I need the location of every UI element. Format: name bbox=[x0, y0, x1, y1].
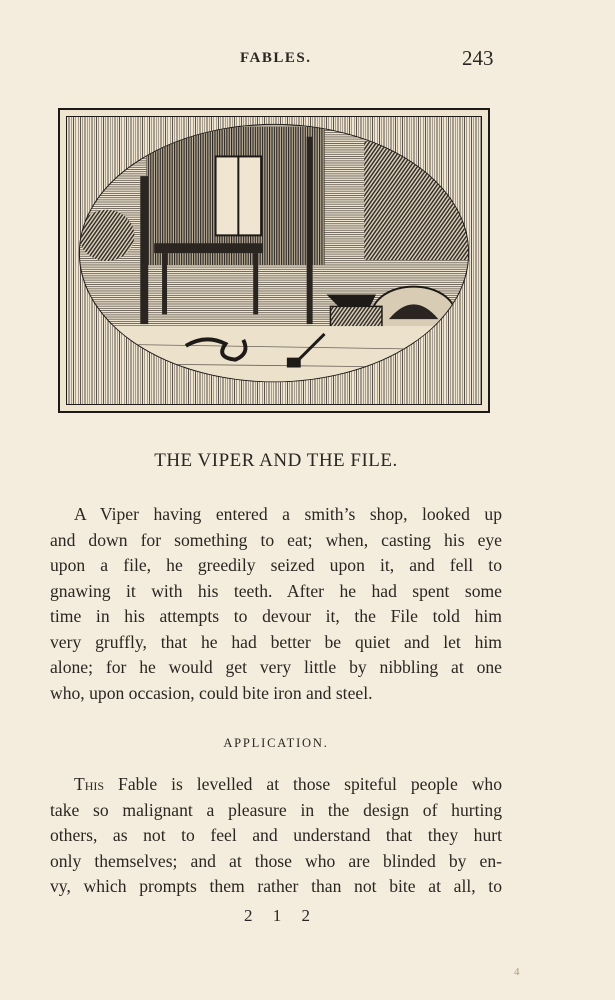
engraving-illustration bbox=[66, 116, 482, 405]
fable-text bbox=[50, 502, 502, 706]
running-head bbox=[0, 46, 615, 70]
fable-line: A Viper having entered a smith’s shop, looked up bbox=[74, 504, 502, 524]
fable-title: THE VIPER AND THE FILE. bbox=[154, 450, 398, 471]
fable-line: very gruffly, that he had better be quiet and let him bbox=[50, 631, 502, 652]
marginal-mark: 4 bbox=[514, 966, 520, 978]
fable-line: gnawing it with his teeth. After he had spent some bbox=[50, 580, 502, 601]
fable-line: upon a file, he greedily seized upon it, and fell to bbox=[50, 555, 502, 575]
application-line-text: Fable is levelled at those spiteful people who bbox=[104, 774, 502, 794]
application-first-word: This bbox=[74, 774, 105, 794]
application-line bbox=[50, 772, 502, 798]
fable-line: and down for something to eat; when, casting his eye bbox=[50, 529, 502, 550]
fable-line: alone; for he would get very little by nibbling at one bbox=[50, 657, 502, 677]
application-line: only themselves; and at those who are blinded by en- bbox=[50, 850, 502, 871]
signature-mark: 2 1 2 bbox=[244, 906, 318, 925]
engraving-plate bbox=[58, 108, 490, 413]
page-number: 243 bbox=[462, 46, 494, 70]
application-line: take so malignant a pleasure in the design of hurting bbox=[50, 799, 502, 820]
application-text bbox=[50, 772, 502, 900]
fable-line: time in his attempts to devour it, the File told him bbox=[50, 606, 502, 626]
application-line: vy, which prompts them rather than not bite at all, to bbox=[50, 876, 502, 896]
application-heading: APPLICATION. bbox=[223, 736, 329, 750]
running-title: FABLES. bbox=[240, 50, 312, 66]
fable-line: who, upon occasion, could bite iron and steel. bbox=[50, 682, 373, 703]
application-line: others, as not to feel and understand that they hurt bbox=[50, 825, 502, 845]
